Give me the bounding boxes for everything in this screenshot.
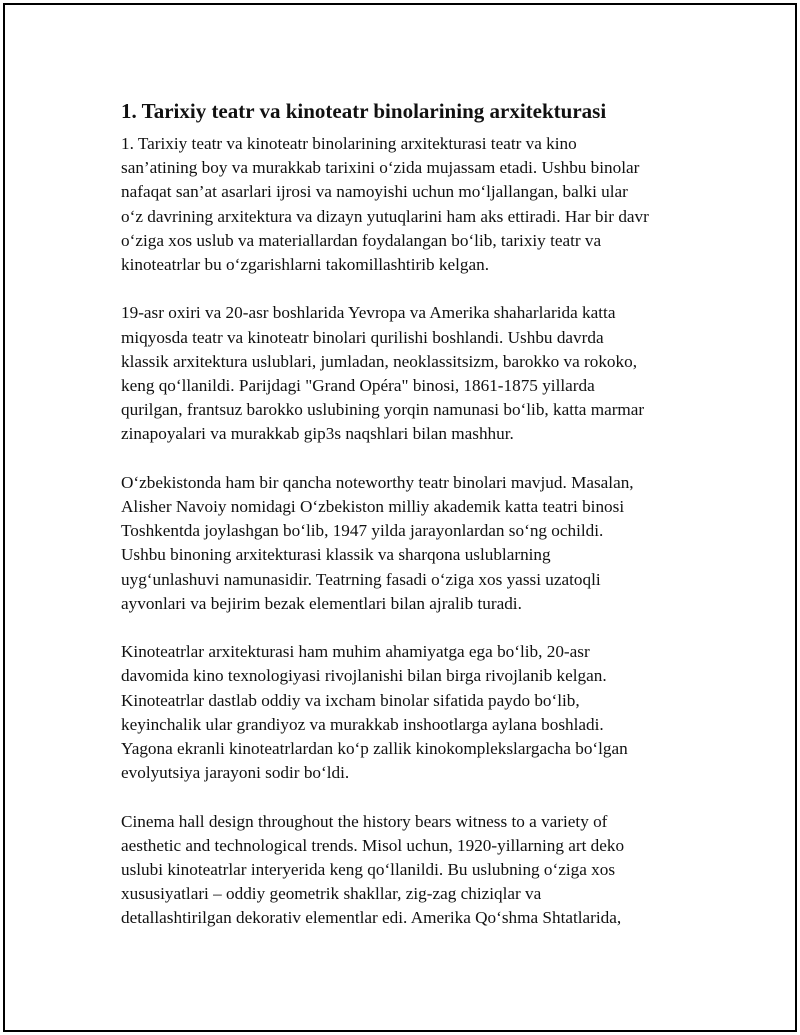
text-line: keng qo‘llanildi. Parijdagi "Grand Opéra" binosi, 1861-1875 yillarda xyxy=(121,376,595,396)
text-line: aesthetic and technological trends. Misol uchun, 1920-yillarning art deko xyxy=(121,835,625,855)
document-title: 1. Tarixiy teatr va kinoteatr binolarining arxitekturasi xyxy=(121,99,607,123)
text-line: Kinoteatrlar arxitekturasi ham muhim ahamiyatga ega bo‘lib, 20-asr xyxy=(121,642,590,662)
text-line: Kinoteatrlar dastlab oddiy va ixcham binolar sifatida paydo bo‘lib, xyxy=(121,690,580,710)
text-line: 19-asr oxiri va 20-asr boshlarida Yevropa va Amerika shaharlarida katta xyxy=(121,303,616,323)
paragraph-1 xyxy=(121,132,696,277)
text-line: nafaqat san’at asarlari ijrosi va namoyishi uchun mo‘ljallangan, balki ular xyxy=(121,182,628,202)
text-line: kinoteatrlar bu o‘zgarishlarni takomillashtirib kelgan. xyxy=(121,255,489,275)
document-body xyxy=(121,97,696,955)
text-line: Ushbu binoning arxitekturasi klassik va sharqona uslublarning xyxy=(121,545,551,565)
text-line: xususiyatlari – oddiy geometrik shakllar, zig-zag chiziqlar va xyxy=(121,884,542,904)
text-line: 1. Tarixiy teatr va kinoteatr binolarining arxitekturasi teatr va kino xyxy=(121,134,577,153)
text-line: klassik arxitektura uslublari, jumladan, neoklassitsizm, barokko va rokoko, xyxy=(121,351,637,371)
paragraph-4 xyxy=(121,640,696,785)
page-frame xyxy=(3,3,797,1032)
text-line: ayvonlari va bejirim bezak elementlari bilan ajralib turadi. xyxy=(121,593,522,613)
text-line: O‘zbekistonda ham bir qancha noteworthy teatr binolari mavjud. Masalan, xyxy=(121,472,634,492)
text-line: detallashtirilgan dekorativ elementlar edi. Amerika Qo‘shma Shtatlarida, xyxy=(121,908,622,928)
text-line: uslubi kinoteatrlar interyerida keng qo‘llanildi. Bu uslubning o‘ziga xos xyxy=(121,860,616,880)
text-line: evolyutsiya jarayoni sodir bo‘ldi. xyxy=(121,763,350,783)
text-line: o‘z davrining arxitektura va dizayn yutuqlarini ham aks ettiradi. Har bir davr xyxy=(121,206,649,226)
paragraph-2 xyxy=(121,301,696,446)
paragraph-3 xyxy=(121,471,696,616)
paragraph-5 xyxy=(121,810,696,931)
text-line: qurilgan, frantsuz barokko uslubining yorqin namunasi bo‘lib, katta marmar xyxy=(121,400,645,420)
text-line: san’atining boy va murakkab tarixini o‘zida mujassam etadi. Ushbu binolar xyxy=(121,158,640,178)
text-line: miqyosda teatr va kinoteatr binolari qurilishi boshlandi. Ushbu davrda xyxy=(121,327,604,347)
text-line: Toshkentda joylashgan bo‘lib, 1947 yilda jarayonlardan so‘ng ochildi. xyxy=(121,521,604,541)
text-line: Alisher Navoiy nomidagi O‘zbekiston milliy akademik katta teatri binosi xyxy=(121,497,625,517)
text-line: Yagona ekranli kinoteatrlardan ko‘p zallik kinokomplekslargacha bo‘lgan xyxy=(121,739,628,759)
text-line: uyg‘unlashuvi namunasidir. Teatrning fasadi o‘ziga xos yassi uzatoqli xyxy=(121,569,601,589)
text-line: Cinema hall design throughout the history bears witness to a variety of xyxy=(121,811,608,831)
text-line: davomida kino texnologiyasi rivojlanishi bilan birga rivojlanib kelgan. xyxy=(121,666,607,686)
text-line: o‘ziga xos uslub va materiallardan foydalangan bo‘lib, tarixiy teatr va xyxy=(121,230,602,250)
text-line: keyinchalik ular grandiyoz va murakkab inshootlarga aylana boshladi. xyxy=(121,714,604,734)
text-line: zinapoyalari va murakkab gip3s naqshlari bilan mashhur. xyxy=(121,424,514,444)
